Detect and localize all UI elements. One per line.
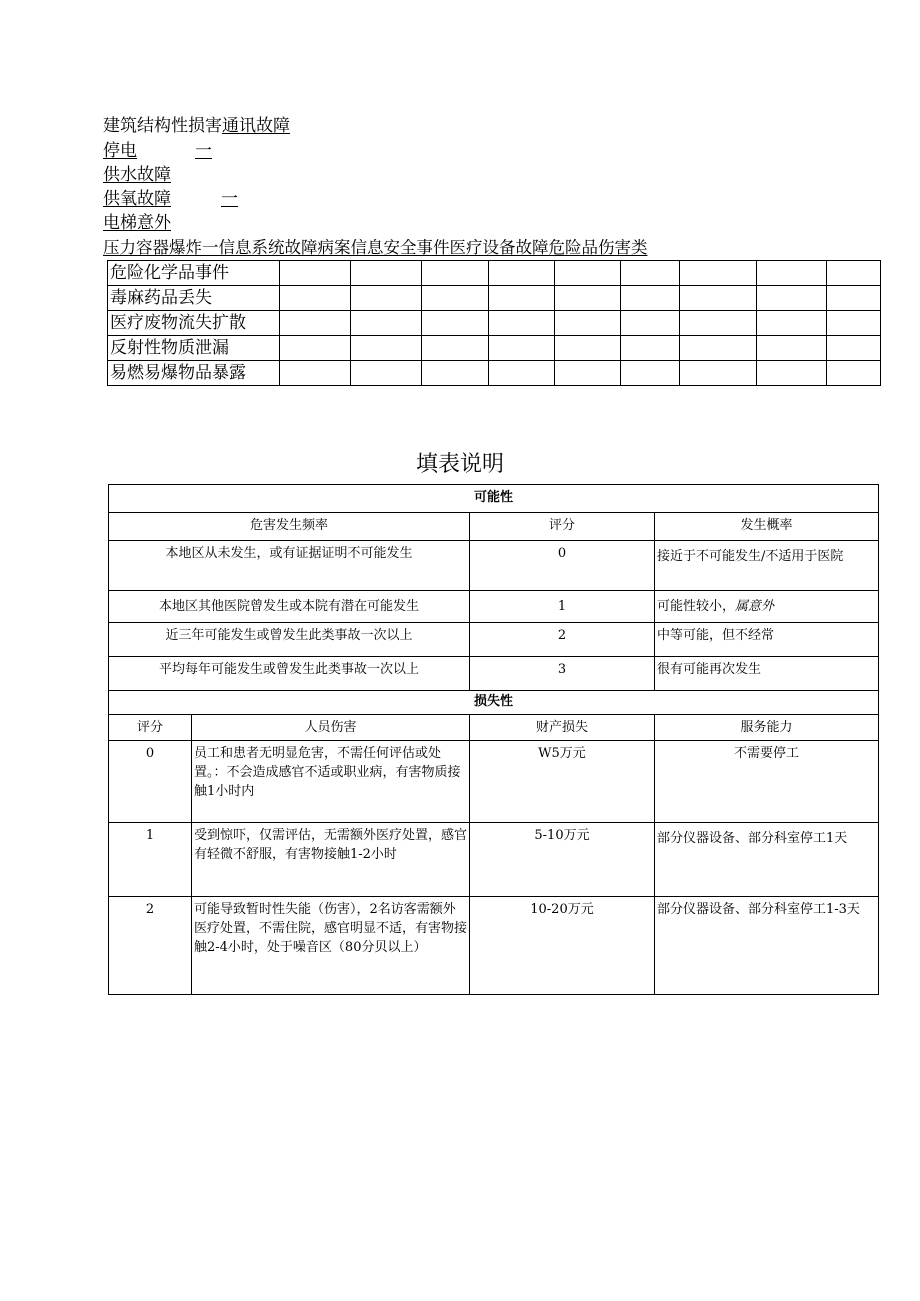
grid-cell — [621, 261, 680, 286]
grid-row-label: 毒麻药品丢失 — [108, 286, 280, 311]
grid-cell — [280, 311, 351, 336]
header-loss-score: 评分 — [109, 715, 192, 741]
injury-cell: 受到惊吓，仅需评估，无需额外医疗处置，感官有轻微不舒服，有害物接触1-2小时 — [192, 823, 470, 897]
explanation-table — [108, 484, 879, 995]
grid-cell — [757, 286, 827, 311]
grid-cell — [621, 336, 680, 361]
grid-cell — [680, 261, 757, 286]
loss-score-cell: 2 — [109, 897, 192, 995]
property-cell: W5万元 — [470, 741, 655, 823]
property-cell: 10-20万元 — [470, 897, 655, 995]
hazard-building-damage: 建筑结构性损害 — [103, 116, 222, 136]
grid-cell — [280, 261, 351, 286]
grid-cell — [680, 311, 757, 336]
hazard-category-line: 压力容器爆炸一信息系统故障病案信息安全事件医疗设备故障危险品伤害类 — [103, 238, 648, 257]
grid-cell — [489, 261, 555, 286]
grid-cell — [757, 261, 827, 286]
grid-cell — [422, 261, 489, 286]
line2-dash: 一 — [195, 141, 212, 161]
grid-cell — [422, 361, 489, 386]
grid-cell — [827, 311, 881, 336]
hazard-line-5 — [103, 212, 171, 234]
score-cell: 1 — [470, 591, 655, 623]
probability-cell: 很有可能再次发生 — [655, 657, 879, 691]
header-property: 财产损失 — [470, 715, 655, 741]
service-cell: 部分仪器设备、部分科室停工1-3天 — [655, 897, 879, 995]
grid-row-label: 危险化学品事件 — [108, 261, 280, 286]
grid-cell — [757, 361, 827, 386]
header-row — [109, 513, 879, 541]
grid-cell — [280, 336, 351, 361]
grid-row — [108, 286, 881, 311]
frequency-cell: 本地区其他医院曾发生或本院有潜在可能发生 — [109, 591, 470, 623]
hazard-line-3 — [103, 164, 171, 186]
grid-cell — [757, 311, 827, 336]
probability-text: 可能性较小， — [657, 599, 736, 614]
grid-cell — [555, 361, 621, 386]
grid-row — [108, 336, 881, 361]
grid-cell — [680, 336, 757, 361]
hazard-line-6 — [103, 237, 648, 259]
grid-cell — [351, 261, 422, 286]
grid-cell — [827, 336, 881, 361]
hazard-elevator-accident: 电梯意外 — [103, 213, 171, 233]
grid-cell — [351, 311, 422, 336]
header-row — [109, 715, 879, 741]
grid-cell — [680, 361, 757, 386]
grid-cell — [489, 336, 555, 361]
grid-cell — [827, 261, 881, 286]
header-probability: 发生概率 — [655, 513, 879, 541]
table-row — [109, 823, 879, 897]
grid-cell — [489, 361, 555, 386]
score-cell: 3 — [470, 657, 655, 691]
hazard-water-failure: 供水故障 — [103, 165, 171, 185]
header-frequency: 危害发生频率 — [109, 513, 470, 541]
table-row — [109, 741, 879, 823]
table-row — [109, 591, 879, 623]
probability-italic: 属意外 — [735, 599, 775, 614]
grid-cell — [555, 261, 621, 286]
section-row — [109, 485, 879, 513]
grid-row — [108, 311, 881, 336]
grid-cell — [555, 336, 621, 361]
grid-cell — [621, 361, 680, 386]
table-row — [109, 657, 879, 691]
grid-cell — [680, 286, 757, 311]
grid-cell — [621, 311, 680, 336]
table-row — [109, 897, 879, 995]
score-cell: 2 — [470, 623, 655, 657]
section-row — [109, 691, 879, 715]
grid-row-label: 易燃易爆物品暴露 — [108, 361, 280, 386]
injury-cell: 员工和患者无明显危害，不需任何评估或处置。：不会造成感官不适或职业病，有害物质接触1小时内 — [192, 741, 470, 823]
grid-row — [108, 361, 881, 386]
grid-cell — [827, 361, 881, 386]
frequency-cell: 平均每年可能发生或曾发生此类事故一次以上 — [109, 657, 470, 691]
frequency-cell: 本地区从未发生，或有证据证明不可能发生 — [109, 541, 470, 591]
probability-cell — [655, 591, 879, 623]
hazard-grid — [107, 260, 881, 386]
score-cell: 0 — [470, 541, 655, 591]
grid-row-label: 医疗废物流失扩散 — [108, 311, 280, 336]
loss-score-cell: 1 — [109, 823, 192, 897]
table-row — [109, 623, 879, 657]
property-cell: 5-10万元 — [470, 823, 655, 897]
frequency-cell: 近三年可能发生或曾发生此类事故一次以上 — [109, 623, 470, 657]
grid-cell — [757, 336, 827, 361]
grid-cell — [489, 286, 555, 311]
header-service: 服务能力 — [655, 715, 879, 741]
grid-cell — [351, 361, 422, 386]
grid-cell — [827, 286, 881, 311]
header-score: 评分 — [470, 513, 655, 541]
grid-cell — [422, 286, 489, 311]
service-cell: 部分仪器设备、部分科室停工1天 — [655, 823, 879, 897]
hazard-oxygen-failure: 供氧故障 — [103, 189, 171, 209]
grid-cell — [351, 336, 422, 361]
loss-section-title: 损失性 — [109, 691, 879, 715]
hazard-line-2 — [103, 140, 253, 162]
hazard-line-1 — [103, 115, 290, 137]
grid-cell — [555, 311, 621, 336]
page-title: 填表说明 — [415, 452, 504, 477]
possibility-section-title: 可能性 — [109, 485, 879, 513]
grid-cell — [555, 286, 621, 311]
hazard-power-outage: 停电 — [103, 141, 137, 161]
header-injury: 人员伤害 — [192, 715, 470, 741]
grid-cell — [351, 286, 422, 311]
injury-cell: 可能导致暂时性失能（伤害），2名访客需额外医疗处置，不需住院，感官明显不适，有害物接触2-4小时，处于噪音区（80分贝以上） — [192, 897, 470, 995]
hazard-communication-failure: 通讯故障 — [222, 116, 290, 136]
grid-cell — [621, 286, 680, 311]
probability-cell: 接近于不可能发生/不适用于医院 — [655, 541, 879, 591]
grid-cell — [422, 311, 489, 336]
grid-cell — [280, 361, 351, 386]
probability-cell: 中等可能，但不经常 — [655, 623, 879, 657]
grid-cell — [422, 336, 489, 361]
grid-row — [108, 261, 881, 286]
grid-cell — [280, 286, 351, 311]
grid-cell — [489, 311, 555, 336]
hazard-line-4 — [103, 188, 238, 210]
line4-dash: 一 — [221, 189, 238, 209]
table-row — [109, 541, 879, 591]
loss-score-cell: 0 — [109, 741, 192, 823]
grid-row-label: 反射性物质泄漏 — [108, 336, 280, 361]
service-cell: 不需要停工 — [655, 741, 879, 823]
